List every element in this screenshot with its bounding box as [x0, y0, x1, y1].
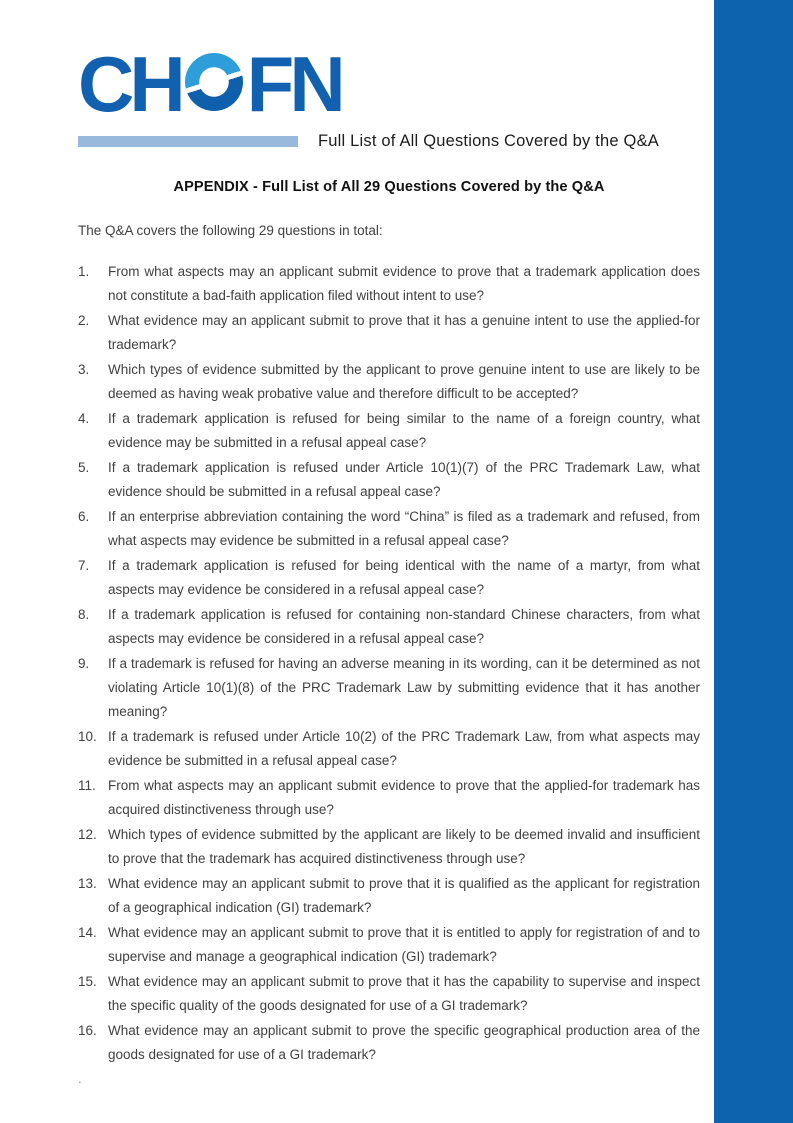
question-text: What evidence may an applicant submit to prove that it has a genuine intent to use the applied-for trademark? — [108, 313, 700, 352]
question-text: What evidence may an applicant submit to prove that it has the capability to supervise and inspect the specific quality of the goods designated for use of a GI trademark? — [108, 974, 700, 1013]
chofn-logo-text-fn: FN — [246, 40, 341, 128]
question-item — [78, 407, 700, 455]
question-item — [78, 921, 700, 969]
question-item — [78, 456, 700, 504]
question-text: What evidence may an applicant submit to prove the specific geographical production area of the goods designated for use of a GI trademark? — [108, 1023, 700, 1062]
question-item — [78, 823, 700, 871]
question-number: 4. — [78, 411, 90, 426]
question-text: If a trademark application is refused for being similar to the name of a foreign country, what evidence may be submitted in a refusal appeal case? — [108, 411, 700, 450]
question-number: 7. — [78, 558, 90, 573]
question-item — [78, 970, 700, 1018]
question-item — [78, 1019, 700, 1067]
question-number: 12. — [78, 827, 97, 842]
question-number: 3. — [78, 362, 90, 377]
question-number: 5. — [78, 460, 90, 475]
question-item — [78, 554, 700, 602]
question-number: 9. — [78, 656, 90, 671]
question-item — [78, 725, 700, 773]
page-side-accent-strip — [714, 0, 793, 1123]
question-number: 10. — [78, 729, 97, 744]
question-item — [78, 652, 700, 724]
question-item — [78, 260, 700, 308]
question-text: If a trademark application is refused for containing non-standard Chinese characters, from what aspects may evidence be considered in a refusal appeal case? — [108, 607, 700, 646]
question-number: 11. — [78, 778, 96, 793]
page-content — [78, 0, 700, 1086]
question-text: What evidence may an applicant submit to prove that it is entitled to apply for registration of and to supervise and manage a geographical indication (GI) trademark? — [108, 925, 700, 964]
question-item — [78, 872, 700, 920]
question-number: 6. — [78, 509, 90, 524]
question-list — [78, 260, 700, 1067]
question-text: From what aspects may an applicant submit evidence to prove that the applied-for trademark has acquired distinctiveness through use? — [108, 778, 700, 817]
question-text: If a trademark application is refused for being identical with the name of a martyr, from what aspects may evidence be considered in a refusal appeal case? — [108, 558, 700, 597]
question-number: 16. — [78, 1023, 97, 1038]
header-accent-bar — [78, 136, 298, 147]
question-item — [78, 309, 700, 357]
chofn-logo-text-ch: CH — [78, 40, 181, 128]
question-item — [78, 603, 700, 651]
question-number: 13. — [78, 876, 97, 891]
question-number: 1. — [78, 264, 90, 279]
question-text: Which types of evidence submitted by the applicant to prove genuine intent to use are likely to be deemed as having weak probative value and therefore difficult to be accepted? — [108, 362, 700, 401]
document-title: APPENDIX - Full List of All 29 Questions Covered by the Q&A — [173, 179, 605, 195]
header-tagline: Full List of All Questions Covered by the Q&A — [318, 132, 659, 150]
chofn-logo-o-icon — [185, 53, 243, 111]
intro-text: The Q&A covers the following 29 questions in total: — [78, 223, 383, 238]
question-item — [78, 774, 700, 822]
question-text: If a trademark application is refused under Article 10(1)(7) of the PRC Trademark Law, what evidence should be submitted in a refusal appeal case? — [108, 460, 700, 499]
question-number: 15. — [78, 974, 97, 989]
question-text: What evidence may an applicant submit to prove that it is qualified as the applicant for registration of a geographical indication (GI) trademark? — [108, 876, 700, 915]
chofn-logo — [78, 40, 700, 128]
question-number: 8. — [78, 607, 90, 622]
question-number: 2. — [78, 313, 90, 328]
question-number: 14. — [78, 925, 97, 940]
question-text: If an enterprise abbreviation containing the word “China” is filed as a trademark and refused, from what aspects may evidence be submitted in a refusal appeal case? — [108, 509, 700, 548]
question-text: If a trademark is refused under Article 10(2) of the PRC Trademark Law, from what aspects may evidence be submitted in a refusal appeal case? — [108, 729, 700, 768]
footer-mark: . — [78, 1071, 82, 1086]
header-row — [78, 132, 700, 151]
question-text: Which types of evidence submitted by the applicant are likely to be deemed invalid and insufficient to prove that the trademark has acquired distinctiveness through use? — [108, 827, 700, 866]
question-item — [78, 358, 700, 406]
question-text: If a trademark is refused for having an adverse meaning in its wording, can it be determined as not violating Article 10(1)(8) of the PRC Trademark Law by submitting evidence that it has another meaning? — [108, 656, 700, 719]
question-item — [78, 505, 700, 553]
question-text: From what aspects may an applicant submit evidence to prove that a trademark application does not constitute a bad-faith application filed without intent to use? — [108, 264, 700, 303]
